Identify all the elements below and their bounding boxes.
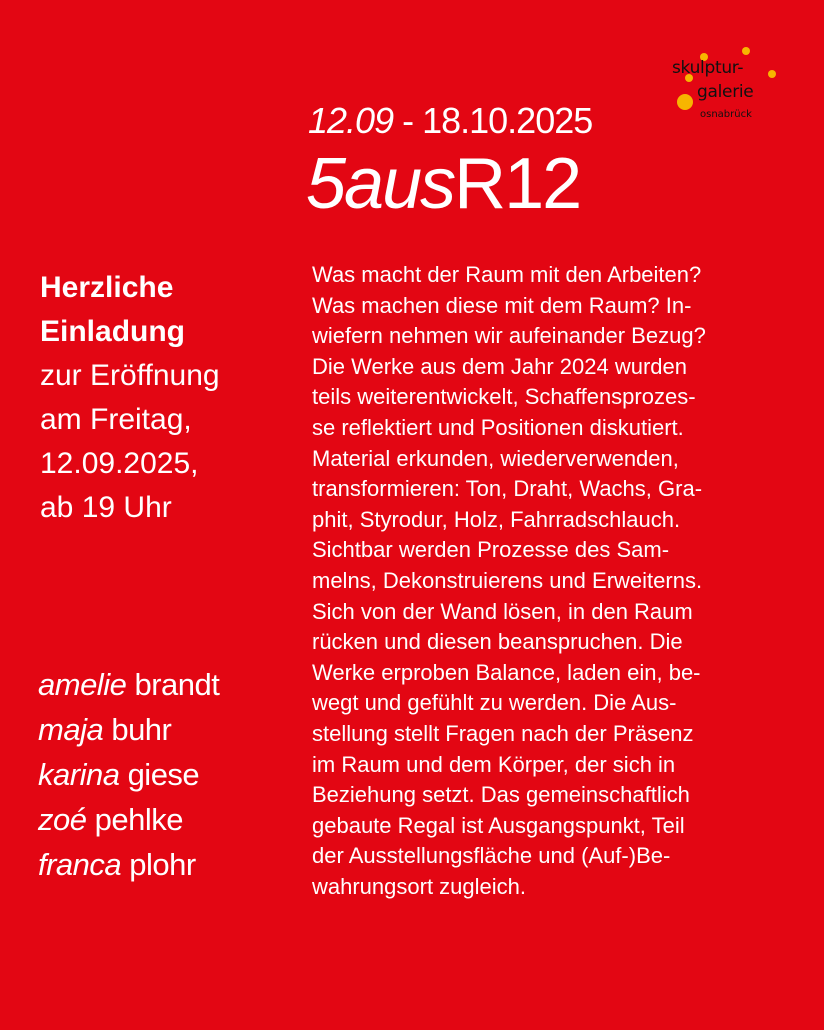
date-start: 12.09 <box>308 100 394 141</box>
description-line: melns, Dekonstruierens und Erweiterns. <box>312 567 703 593</box>
artist-name <box>38 662 219 707</box>
description-line: gebaute Regal ist Ausgangspunkt, Teil <box>312 812 685 838</box>
artist-first-name: franca <box>38 847 122 882</box>
artist-last-name: plohr <box>129 847 196 882</box>
invitation-line: zur Eröffnung <box>40 359 220 392</box>
description-line: Was macht der Raum mit den Arbeiten? <box>312 262 702 287</box>
description-line: Material erkunden, wiederverwenden, <box>312 445 679 471</box>
description-line: Die Werke aus dem Jahr 2024 wurden <box>312 353 688 379</box>
description-line: der Ausstellungsfläche und (Auf-)Be- <box>312 843 671 869</box>
artist-name <box>38 707 219 752</box>
description-line: Was machen diese mit dem Raum? In- <box>312 292 692 318</box>
date-end: 18.10.2025 <box>422 100 593 141</box>
logo-dot <box>768 70 776 78</box>
invitation-heading: Einladung <box>40 315 185 348</box>
logo-text-line3: osnabrück <box>700 109 752 120</box>
logo-text-line1: skulptur- <box>672 58 744 78</box>
artist-first-name: zoé <box>38 802 87 837</box>
exhibition-description <box>312 260 812 902</box>
description-line: transformieren: Ton, Draht, Wachs, Gra- <box>312 476 703 502</box>
description-line: Beziehung setzt. Das gemeinschaftlich <box>312 782 690 808</box>
description-line: Werke erproben Balance, laden ein, be- <box>312 659 701 685</box>
invitation-line: am Freitag, <box>40 403 192 436</box>
description-line: phit, Styrodur, Holz, Fahrradschlauch. <box>312 506 681 532</box>
artist-first-name: karina <box>38 757 120 792</box>
description-line: wiefern nehmen wir aufeinander Bezug? <box>312 323 706 349</box>
exhibition-dates <box>308 100 592 142</box>
date-separator: - <box>393 100 423 141</box>
artist-first-name: maja <box>38 712 104 747</box>
description-line: stellung stellt Fragen nach der Präsenz <box>312 720 694 746</box>
artist-name <box>38 752 219 797</box>
artist-last-name: brandt <box>134 667 220 702</box>
invitation-line: 12.09.2025, <box>40 447 199 480</box>
exhibition-title <box>306 144 581 224</box>
artist-last-name: giese <box>127 757 200 792</box>
artist-first-name: amelie <box>38 667 127 702</box>
description-line: teils weiterentwickelt, Schaffensprozes- <box>312 384 696 410</box>
artist-last-name: pehlke <box>94 802 183 837</box>
description-line: wegt und gefühlt zu werden. Die Aus- <box>312 690 677 716</box>
title-italic: 5aus <box>306 144 455 224</box>
description-line: wahrungsort zugleich. <box>312 873 527 899</box>
description-line: im Raum und dem Körper, der sich in <box>312 751 676 777</box>
description-line: Sichtbar werden Prozesse des Sam- <box>312 537 670 563</box>
logo-text-line2: galerie <box>697 82 754 102</box>
invitation-block <box>40 266 220 530</box>
artist-list <box>38 662 219 887</box>
artist-last-name: buhr <box>111 712 172 747</box>
title-regular: R12 <box>454 144 581 224</box>
invitation-heading: Herzliche <box>40 271 174 304</box>
description-line: rücken und diesen beanspruchen. Die <box>312 629 683 655</box>
description-line: se reflektiert und Positionen diskutiert. <box>312 414 684 440</box>
logo-dot <box>677 94 693 110</box>
artist-name <box>38 797 219 842</box>
logo-dot <box>742 47 750 55</box>
artist-name <box>38 842 219 887</box>
invitation-line: ab 19 Uhr <box>40 491 172 524</box>
description-line: Sich von der Wand lösen, in den Raum <box>312 598 693 624</box>
skulpturgalerie-logo <box>660 40 790 130</box>
